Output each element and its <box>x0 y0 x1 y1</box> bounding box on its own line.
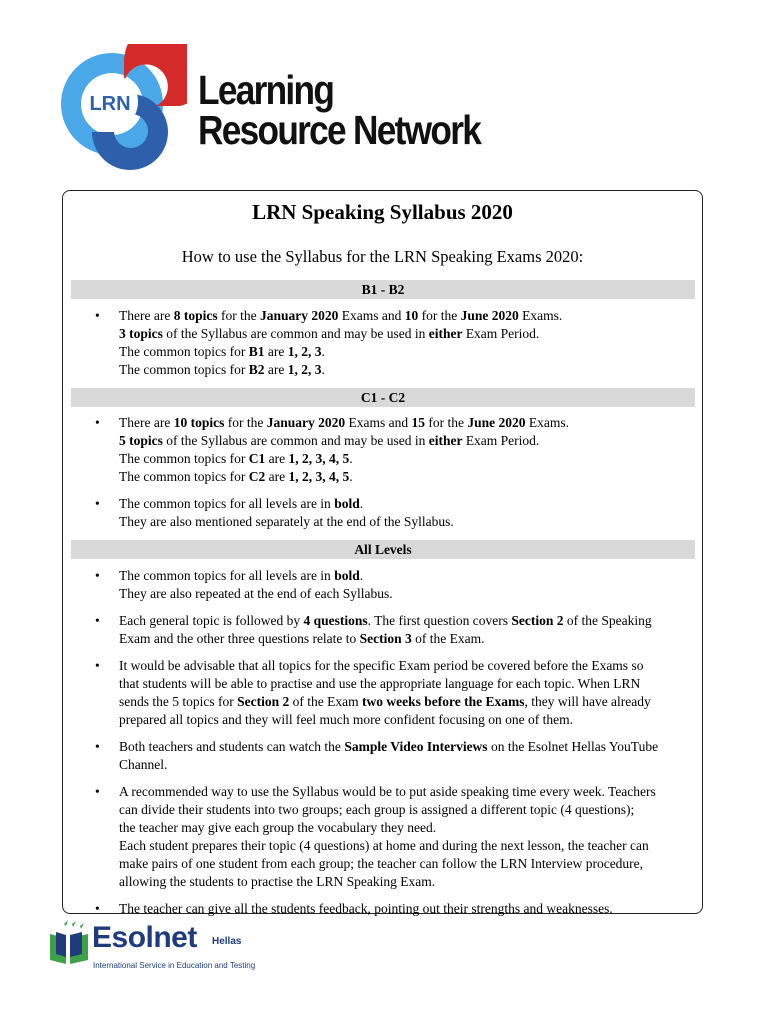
bullet-line <box>119 495 684 513</box>
text-run: . <box>321 344 325 359</box>
text-run: . <box>349 469 353 484</box>
bullet-line <box>119 756 684 774</box>
text-run: A recommended way to use the Syllabus would be to put aside speaking time every week. Teachers <box>119 784 656 799</box>
text-run: of the Syllabus are common and may be used in <box>162 326 429 341</box>
bullet-line <box>119 343 684 361</box>
text-run: . The first question covers <box>367 613 512 628</box>
text-run: The common topics for all levels are in <box>119 496 335 511</box>
bullet-dot-icon: • <box>95 784 100 799</box>
bold-run: 1, 2, 3 <box>287 362 322 377</box>
bold-run: Section 2 <box>511 613 564 628</box>
section-heading-all-levels: All Levels <box>71 540 695 559</box>
bullet-line <box>119 819 684 837</box>
text-run: . <box>321 362 325 377</box>
bullet-line <box>119 738 684 756</box>
section-list-c1-c2 <box>63 414 702 540</box>
section-heading-b1-b2: B1 - B2 <box>71 280 695 299</box>
text-run: allowing the students to practise the LRN Speaking Exam. <box>119 874 436 889</box>
logo-wordmark <box>198 67 481 153</box>
bullet-line <box>119 567 684 585</box>
section-heading-c1-c2: C1 - C2 <box>71 388 695 407</box>
text-run: , they will have already <box>524 694 651 709</box>
bullet-dot-icon: • <box>95 901 100 916</box>
text-run: prepared all topics and they will feel much more confident focusing on one of them. <box>119 712 573 727</box>
text-run: Exam Period. <box>462 326 540 341</box>
document-title: LRN Speaking Syllabus 2020 <box>252 200 513 224</box>
bullet-line <box>119 414 684 432</box>
bullet-item <box>63 567 702 603</box>
bullet-line <box>119 900 684 918</box>
bold-run: June 2020 <box>467 415 526 430</box>
esolnet-brand-suffix: Hellas <box>212 936 242 947</box>
text-run: Exam and the other three questions relate to <box>119 631 360 646</box>
esolnet-brand: Esolnet <box>92 921 197 954</box>
bold-run: 5 topics <box>119 433 163 448</box>
bullet-item <box>63 307 702 379</box>
text-run: can divide their students into two groups; each group is assigned a different topic (4 questions); <box>119 802 635 817</box>
text-run: There are <box>119 415 174 430</box>
bullet-dot-icon: • <box>95 613 100 628</box>
document-subtitle: How to use the Syllabus for the LRN Speaking Exams 2020: <box>181 247 584 266</box>
bullet-line <box>119 837 684 855</box>
bold-run: Sample Video Interviews <box>344 739 488 754</box>
bold-run: January 2020 <box>259 308 339 323</box>
bullet-line <box>119 612 684 630</box>
text-run: . <box>359 568 364 583</box>
text-run: are <box>264 344 288 359</box>
section-list-all-levels <box>63 567 702 927</box>
bullet-dot-icon: • <box>95 308 100 323</box>
text-run: are <box>265 451 289 466</box>
bold-run: bold <box>334 568 360 583</box>
text-run: sends the 5 topics for <box>119 694 238 709</box>
text-run: They are also repeated at the end of each Syllabus. <box>119 586 393 601</box>
text-run: The common topics for <box>119 469 249 484</box>
text-run: Both teachers and students can watch the <box>119 739 345 754</box>
bullet-line <box>119 361 684 379</box>
text-run: Channel. <box>119 757 168 772</box>
logo-line-2: Resource Network <box>198 107 481 153</box>
bold-run: Section 2 <box>237 694 290 709</box>
bullet-item <box>63 414 702 486</box>
bullet-item <box>63 900 702 918</box>
bullet-line <box>119 783 684 801</box>
section-list-b1-b2 <box>63 307 702 388</box>
bullet-item <box>63 783 702 891</box>
esolnet-logo <box>46 920 266 972</box>
bold-run: 8 topics <box>173 308 218 323</box>
bold-run: either <box>428 433 463 448</box>
text-run: . <box>349 451 353 466</box>
text-run: for the <box>224 415 267 430</box>
text-run: of the Exam. <box>411 631 485 646</box>
bullet-line <box>119 325 684 343</box>
text-run: make pairs of one student from each group; the teacher can follow the LRN Interview procedure, <box>119 856 644 871</box>
bullet-line <box>119 432 684 450</box>
bullet-line <box>119 657 684 675</box>
bold-run: C2 <box>248 469 266 484</box>
text-run: Exams. <box>525 415 569 430</box>
text-run: There are <box>119 308 174 323</box>
bold-run: C1 <box>248 451 266 466</box>
bold-run: 10 topics <box>173 415 225 430</box>
text-run: The teacher can give all the students feedback, pointing out their strengths and weaknesses. <box>119 901 613 916</box>
text-run: Exams and <box>338 308 405 323</box>
text-run: the teacher may give each group the vocabulary they need. <box>119 820 437 835</box>
bullet-dot-icon: • <box>95 415 100 430</box>
text-run: It would be advisable that all topics for the specific Exam period be covered before the Exams so <box>119 658 644 673</box>
bold-run: 15 <box>411 415 425 430</box>
syllabus-box <box>62 190 703 914</box>
text-run: are <box>265 469 289 484</box>
text-run: of the Exam <box>289 694 362 709</box>
text-run: of the Speaking <box>563 613 652 628</box>
bullet-line <box>119 873 684 891</box>
bullet-dot-icon: • <box>95 568 100 583</box>
bullet-line <box>119 675 684 693</box>
bold-run: B2 <box>248 362 265 377</box>
bullet-line <box>119 307 684 325</box>
bullet-line <box>119 711 684 729</box>
lrn-logo-mark-icon <box>52 44 187 176</box>
esolnet-tagline: International Service in Education and Testing <box>93 961 256 970</box>
logo-line-1: Learning <box>198 67 334 113</box>
bold-run: 1, 2, 3 <box>287 344 322 359</box>
bold-run: 1, 2, 3, 4, 5 <box>288 469 350 484</box>
text-run: for the <box>424 415 468 430</box>
bullet-item <box>63 738 702 774</box>
bold-run: 10 <box>404 308 419 323</box>
bold-run: bold <box>334 496 360 511</box>
bullet-line <box>119 693 684 711</box>
text-run: Exams and <box>345 415 412 430</box>
text-run: are <box>264 362 288 377</box>
bullet-dot-icon: • <box>95 739 100 754</box>
text-run: for the <box>217 308 260 323</box>
bold-run: B1 <box>248 344 265 359</box>
bullet-item <box>63 612 702 648</box>
bold-run: June 2020 <box>460 308 519 323</box>
text-run: on the Esolnet Hellas YouTube <box>487 739 659 754</box>
bold-run: two weeks before the Exams <box>361 694 525 709</box>
bold-run: 1, 2, 3, 4, 5 <box>288 451 350 466</box>
text-run: Exams. <box>518 308 563 323</box>
text-run: Each general topic is followed by <box>119 613 304 628</box>
bold-run: 4 questions <box>303 613 368 628</box>
bullet-item <box>63 495 702 531</box>
bold-run: Section 3 <box>359 631 412 646</box>
bullet-dot-icon: • <box>95 496 100 511</box>
text-run: The common topics for <box>119 451 249 466</box>
bullet-line <box>119 468 684 486</box>
logo-mark-text: LRN <box>89 93 131 115</box>
bullet-dot-icon: • <box>95 658 100 673</box>
bold-run: January 2020 <box>266 415 346 430</box>
text-run: They are also mentioned separately at the end of the Syllabus. <box>119 514 454 529</box>
text-run: for the <box>418 308 461 323</box>
esolnet-book-icon <box>46 920 92 964</box>
text-run: The common topics for <box>119 344 249 359</box>
bullet-line <box>119 630 684 648</box>
text-run: . <box>359 496 364 511</box>
text-run: that students will be able to practise and use the appropriate language for each topic. When LRN <box>119 676 641 691</box>
bullet-item <box>63 657 702 729</box>
lrn-logo <box>52 42 482 177</box>
text-run: Each student prepares their topic (4 questions) at home and during the next lesson, the teacher can <box>119 838 649 853</box>
text-run: The common topics for <box>119 362 249 377</box>
text-run: Exam Period. <box>462 433 540 448</box>
bullet-line <box>119 450 684 468</box>
text-run: The common topics for all levels are in <box>119 568 335 583</box>
bullet-line <box>119 801 684 819</box>
bullet-line <box>119 855 684 873</box>
text-run: of the Syllabus are common and may be used in <box>162 433 429 448</box>
bullet-line <box>119 513 684 531</box>
bold-run: either <box>428 326 463 341</box>
bullet-line <box>119 585 684 603</box>
bold-run: 3 topics <box>119 326 163 341</box>
